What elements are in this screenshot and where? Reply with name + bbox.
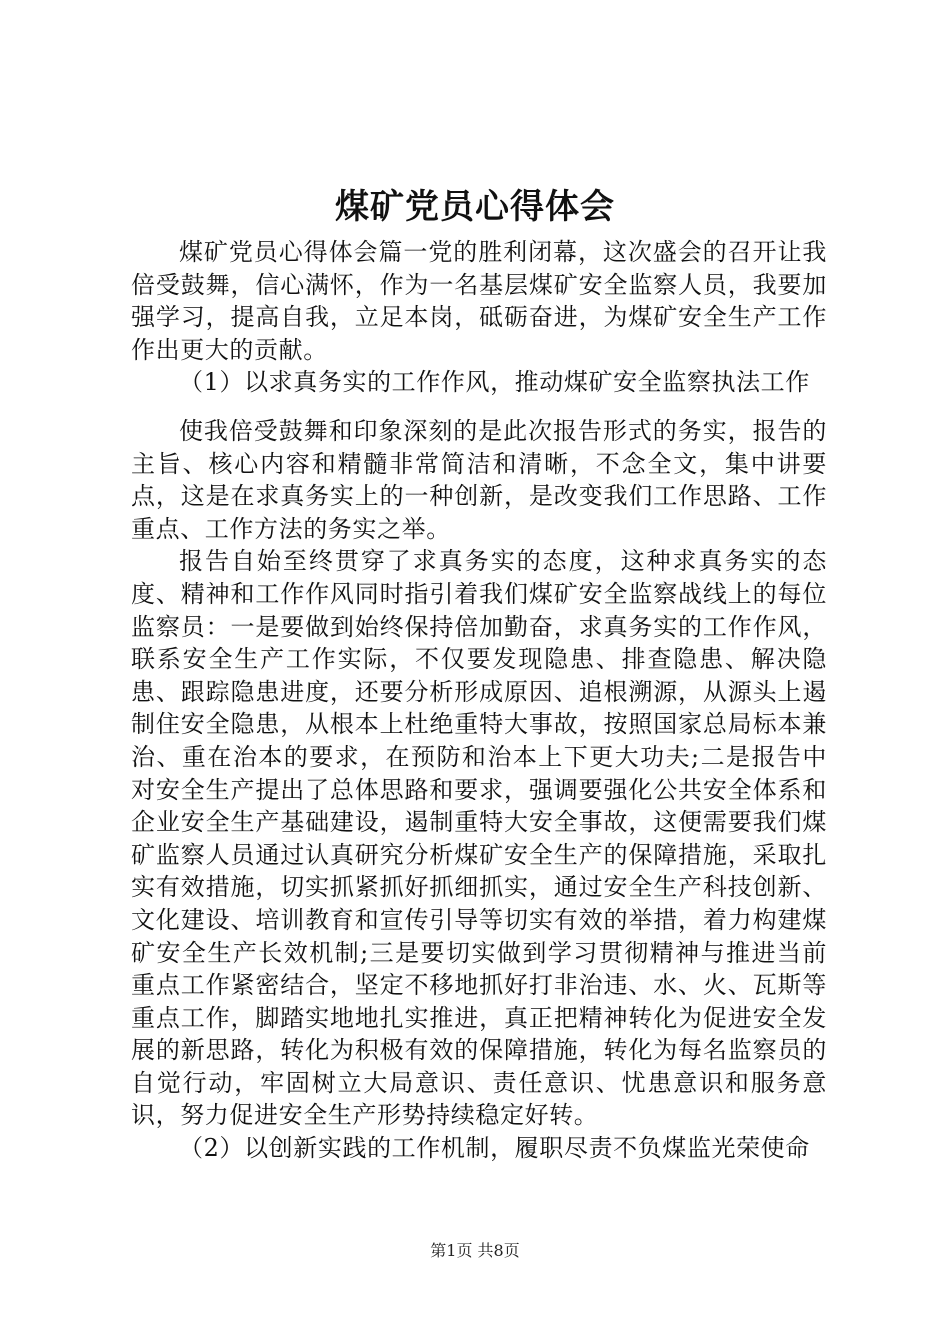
heading-section-1: （1）以求真务实的工作作风，推动煤矿安全监察执法工作 xyxy=(179,368,810,397)
page-footer: 第1页 共8页 xyxy=(430,1241,520,1260)
paragraph-report-attitude: 报告自始至终贯穿了求真务实的态度，这种求真务实的态度、精神和工作作风同时指引着我们煤矿安全监察战线上的每位监察员：一是要做到始终保持倍加勤奋，求真务实的工作作风，联系安全生产工作实际，不仅要发现隐患、排查隐患、解决隐患、跟踪隐患进度，还要分析形成原因、追根溯源，从源头上遏制住安全隐患，从根本上杜绝重特大事故，按照国家总局标本兼治、重在治本的要求，在预防和治本上下更大功夫;二是报告中对安全生产提出了总体思路和要求，强调要强化公共安全体系和企业安全生产基础建设，遏制重特大安全事故，这便需要我们煤矿监察人员通过认真研究分析煤矿安全生产的保障措施，采取扎实有效措施，切实抓紧抓好抓细抓实，通过安全生产科技创新、文化建设、培训教育和宣传引导等切实有效的举措，着力构建煤矿安全生产长效机制;三是要切实做到学习贯彻精神与推进当前重点工作紧密结合，坚定不移地抓好打非治违、水、火、瓦斯等重点工作，脚踏实地地扎实推进，真正把精神转化为促进安全发展的新思路，转化为积极有效的保障措施，转化为每名监察员的自觉行动，牢固树立大局意识、责任意识、忧患意识和服务意识，努力促进安全生产形势持续稳定好转。 xyxy=(131,547,827,1130)
document-title: 煤矿党员心得体会 xyxy=(335,187,615,227)
paragraph-intro: 煤矿党员心得体会篇一党的胜利闭幕，这次盛会的召开让我倍受鼓舞，信心满怀，作为一名基层煤矿安全监察人员，我要加强学习，提高自我，立足本岗，砥砺奋进，为煤矿安全生产工作作出更大的贡献。 xyxy=(131,238,827,364)
main-section xyxy=(131,415,827,1165)
intro-section xyxy=(131,236,827,399)
heading-section-2: （2）以创新实践的工作机制，履职尽责不负煤监光荣使命 xyxy=(179,1134,810,1163)
paragraph-report-form: 使我倍受鼓舞和印象深刻的是此次报告形式的务实，报告的主旨、核心内容和精髓非常简洁和清晰，不念全文，集中讲要点，这是在求真务实上的一种创新，是改变我们工作思路、工作重点、工作方法的务实之举。 xyxy=(131,417,827,543)
